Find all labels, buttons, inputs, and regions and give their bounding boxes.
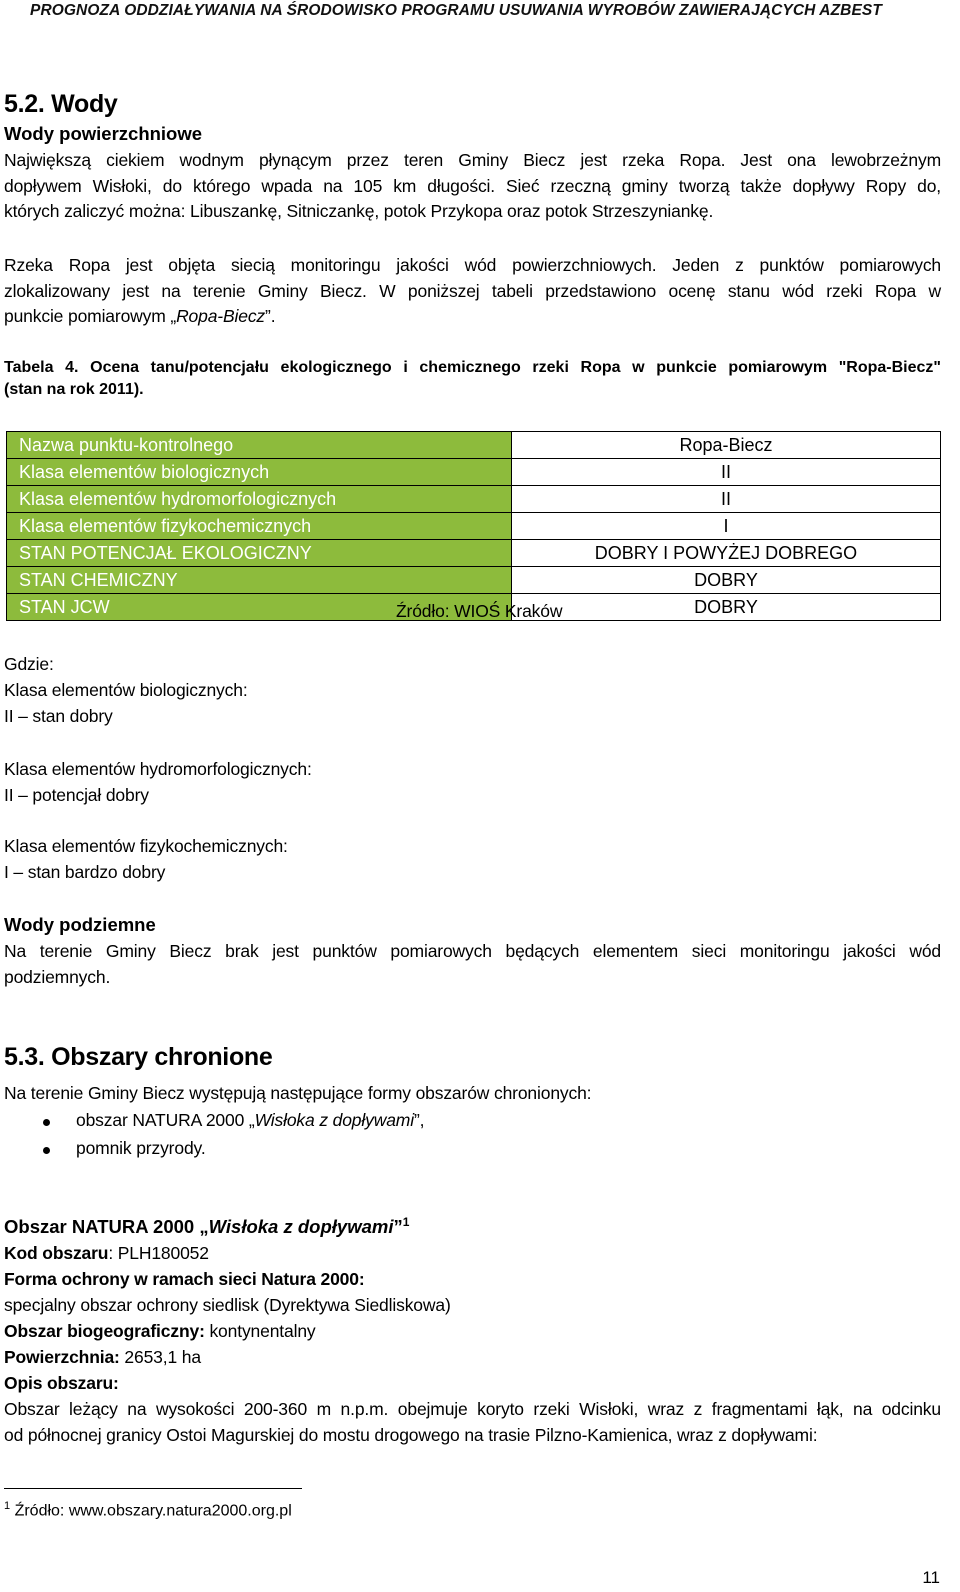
legend-hydro-value: II – potencjał dobry — [4, 785, 149, 805]
table-row: Klasa elementów hydromorfologicznych II — [7, 486, 941, 513]
running-header: PROGNOZA ODDZIAŁYWANIA NA ŚRODOWISKO PROGRAMU USUWANIA WYROBÓW ZAWIERAJĄCYCH AZBEST — [30, 2, 882, 19]
natura-desc-label: Opis obszaru: — [4, 1373, 119, 1393]
natura-description: Obszar leżący na wysokości 200-360 m n.p.m. obejmuje koryto rzeki Wisłoki, wraz z fragmentami łąk, na odcinku od północnej granicy Ostoi Magurskiej do mostu drogowego na trasie Pilzno-Kamienica, wraz z dopływami: — [4, 1399, 941, 1445]
table-source: Źródło: WIOŚ Kraków — [396, 601, 563, 621]
paragraph-ground: Na terenie Gminy Biecz brak jest punktów pomiarowych będących elementem sieci monitoringu jakości wód podziemnych. — [4, 941, 941, 987]
table-row: STAN POTENCJAŁ EKOLOGICZNY DOBRY I POWYŻEJ DOBREGO — [7, 540, 941, 567]
water-status-table — [6, 431, 941, 621]
legend-phys-value: I – stan bardzo dobry — [4, 862, 166, 882]
footnote-ref: 1 — [402, 1215, 410, 1229]
table-row: STAN JCW DOBRY — [7, 594, 941, 621]
paragraph-surface-2: Rzeka Ropa jest objęta siecią monitoringu jakości wód powierzchniowych. Jeden z punktów pomiarowych zlokalizowany jest na terenie Gminy Biecz. W poniższej tabeli przedstawiono ocenę stanu wód rzeki Ropa w punkcie pomiarowym „Ropa-Biecz”. — [4, 255, 941, 326]
footnote: $^1$ Źródło: www.obszary.natura2000.org.pl — [4, 1500, 292, 1520]
table-row: Klasa elementów biologicznych II — [7, 459, 941, 486]
legend-where: Gdzie: — [4, 654, 54, 674]
natura-form-value: specjalny obszar ochrony siedlisk (Dyrektywa Siedliskowa) — [4, 1295, 451, 1315]
legend-bio-label: Klasa elementów biologicznych: — [4, 680, 248, 700]
section-title-protected-areas: 5.3. Obszary chronione — [4, 1043, 273, 1071]
list-item: obszar NATURA 2000 „Wisłoka z dopływami”, — [76, 1110, 425, 1130]
list-item: pomnik przyrody. — [76, 1138, 206, 1158]
natura-form-label: Forma ochrony w ramach sieci Natura 2000: — [4, 1269, 365, 1289]
bullet-icon — [43, 1119, 50, 1126]
bullet-icon — [43, 1147, 50, 1154]
natura-heading: Obszar NATURA 2000 „Wisłoka z dopływami”$^1$ — [4, 1215, 410, 1238]
table-row: STAN CHEMICZNY DOBRY — [7, 567, 941, 594]
paragraph-surface-1: Największą ciekiem wodnym płynącym przez teren Gminy Biecz jest rzeka Ropa. Jest ona lewobrzeżnym dopływem Wisłoki, do którego wpada na 105 km długości. Sieć rzeczną gminy tworzą także dopływy Ropy do, których zaliczyć można: Libuszankę, Sitniczankę, potok Przykopa oraz potok Strzeszyniankę. — [4, 150, 941, 221]
subsection-title-ground: Wody podziemne — [4, 914, 156, 935]
section-title-wody: 5.2. Wody — [4, 90, 118, 118]
table-caption: Tabela 4. Ocena tanu/potencjału ekologicznego i chemicznego rzeki Ropa w punkcie pomiarowym "Ropa-Biecz" (stan na rok 2011). — [4, 359, 941, 398]
subsection-title-surface: Wody powierzchniowe — [4, 123, 203, 144]
legend-bio-value: II – stan dobry — [4, 706, 113, 726]
natura-area: Powierzchnia: 2653,1 ha — [4, 1347, 201, 1367]
footnote-divider — [4, 1488, 302, 1489]
table-row: Klasa elementów fizykochemicznych I — [7, 513, 941, 540]
natura-code: Kod obszaru: PLH180052 — [4, 1243, 209, 1263]
legend-hydro-label: Klasa elementów hydromorfologicznych: — [4, 759, 312, 779]
table-row: Nazwa punktu-kontrolnego Ropa-Biecz — [7, 432, 941, 459]
natura-bio-region: Obszar biogeograficzny: kontynentalny — [4, 1321, 316, 1341]
protected-intro: Na terenie Gminy Biecz występują następujące formy obszarów chronionych: — [4, 1083, 592, 1103]
legend-phys-label: Klasa elementów fizykochemicznych: — [4, 836, 288, 856]
page-number: 11 — [922, 1568, 940, 1587]
